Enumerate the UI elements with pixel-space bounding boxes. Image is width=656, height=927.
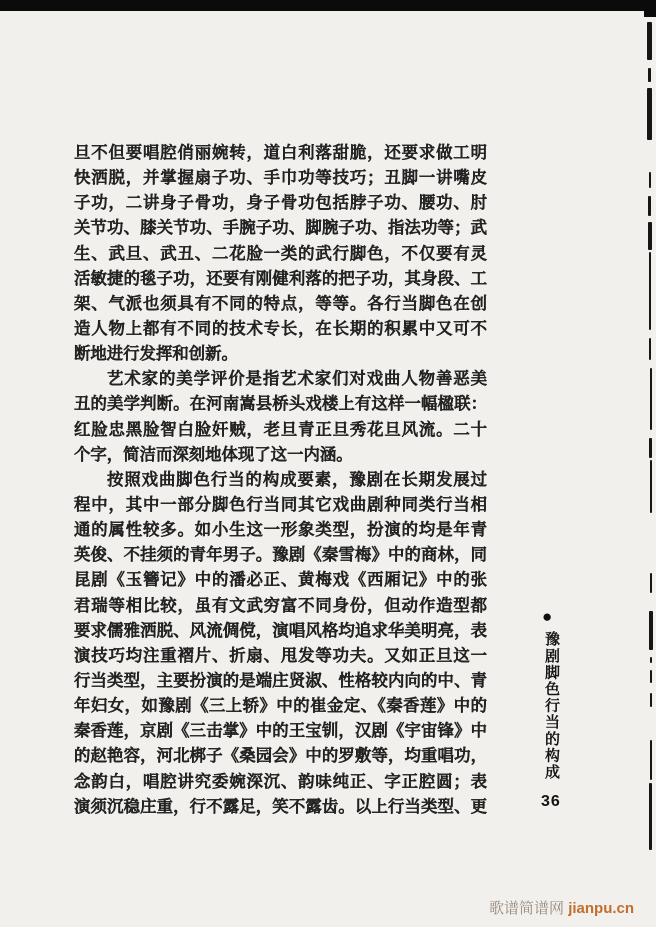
text-line: 活敏捷的毯子功，还要有刚健利落的把子功，其身段、工 (74, 269, 487, 288)
text-line: 艺术家的美学评价是指艺术家们对戏曲人物善恶美 (107, 370, 487, 389)
text-line: 要求儒雅洒脱、风流倜傥，演唱风格均追求华美明亮，表 (74, 621, 487, 640)
scan-artifact (650, 740, 652, 780)
scan-artifact (647, 88, 652, 140)
scan-artifact (647, 22, 652, 60)
text-line: 子功，二讲身子骨功，身子骨功包括脖子功、腰功、肘 (74, 194, 487, 213)
text-line: 年妇女，如豫剧《三上轿》中的崔金定、《秦香莲》中的 (74, 697, 487, 716)
text-line: 演技巧均注重褶片、折扇、甩发等功夫。又如正旦这一 (74, 646, 487, 665)
text-line: 断地进行发挥和创新。 (74, 345, 238, 364)
text-line: 的赵艳容，河北梆子《桑园会》中的罗敷等，均重唱功， (74, 747, 487, 766)
scan-artifact (648, 222, 652, 250)
section-bullet-icon: ● (542, 607, 553, 626)
scan-artifact (650, 670, 652, 683)
text-line: 造人物上都有不同的技术专长，在长期的积累中又可不 (74, 319, 487, 338)
text-line: 君瑞等相比较，虽有文武穷富不同身份，但动作造型都 (74, 596, 487, 615)
page-body-text (74, 141, 487, 820)
scan-artifact (649, 252, 651, 330)
text-line: 架、气派也须具有不同的特点，等等。各行当脚色在创 (74, 294, 487, 313)
text-line: 行当类型，主要扮演的是端庄贤淑、性格较内向的中、青 (74, 671, 487, 690)
text-line: 演须沉稳庄重，行不露足，笑不露齿。以上行当类型、更 (74, 797, 487, 816)
scan-artifact (648, 196, 651, 216)
text-line: 生、武旦、武丑、二花脸一类的武行脚色，不仅要有灵 (74, 244, 487, 263)
scan-artifact (649, 783, 652, 850)
scan-artifact (650, 657, 652, 663)
page-number: 36 (541, 793, 561, 810)
text-line: 昆剧《玉簪记》中的潘必正、黄梅戏《西厢记》中的张 (74, 571, 487, 590)
text-line: 红脸忠黑脸智白脸奸贼，老旦青正旦秀花旦风流。二十 (74, 420, 487, 439)
scan-artifact (649, 611, 653, 650)
text-line: 快洒脱，并掌握扇子功、手巾功等技巧；丑脚一讲嘴皮 (74, 169, 487, 188)
text-line: 旦不但要唱腔俏丽婉转，道白利落甜脆，还要求做工明 (74, 144, 487, 162)
text-line: 按照戏曲脚色行当的构成要素，豫剧在长期发展过 (107, 470, 487, 489)
text-line: 秦香莲，京剧《三击掌》中的王宝钏，汉剧《宇宙锋》中 (74, 722, 487, 741)
running-title-vertical: 豫剧脚色行当的构成 (543, 631, 560, 781)
watermark-site-name: 歌谱简谱网 (489, 900, 565, 917)
scan-artifact (648, 68, 651, 82)
scan-artifact (650, 693, 652, 707)
text-line: 丑的美学判断。在河南嵩县桥头戏楼上有这样一幅楹联： (74, 395, 487, 414)
text-line: 英俊、不挂须的青年男子。豫剧《秦雪梅》中的商林，同 (74, 546, 487, 565)
scan-artifact (649, 338, 651, 360)
scan-artifact (649, 438, 652, 458)
scan-artifact (650, 573, 652, 593)
scan-top-edge-bar (0, 0, 656, 11)
text-line: 念韵白，唱腔讲究委婉深沉、韵味纯正、字正腔圆；表 (74, 772, 487, 791)
watermark (489, 897, 634, 918)
text-line: 关节功、膝关节功、手腕子功、脚腕子功、指法功等；武 (74, 219, 487, 238)
scan-artifact (650, 368, 652, 430)
watermark-site-url: jianpu.cn (568, 900, 635, 917)
scan-artifact (644, 0, 656, 17)
scan-artifact (650, 460, 652, 513)
scan-artifact (649, 172, 651, 188)
text-line: 通的属性较多。如小生这一形象类型，扮演的均是年青 (74, 521, 487, 540)
text-line: 程中，其中一部分脚色行当同其它戏曲剧种同类行当相 (74, 495, 487, 514)
text-line: 个字，简洁而深刻地体现了这一内涵。 (74, 445, 353, 464)
